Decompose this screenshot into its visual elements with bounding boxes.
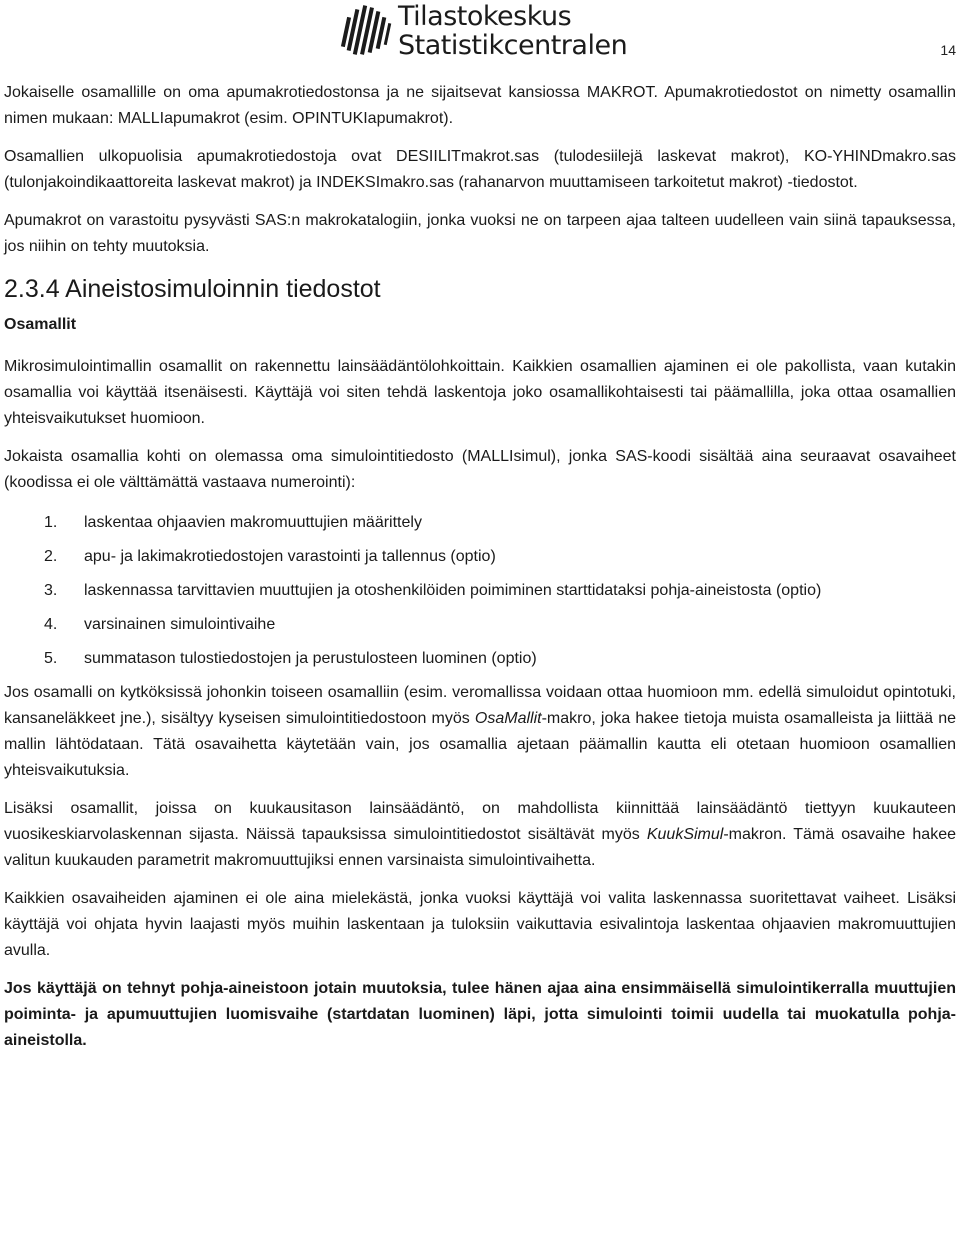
list-item: 2. apu- ja lakimakrotiedostojen varastointi ja tallennus (optio): [44, 548, 496, 565]
list-item: 4. varsinainen simulointivaihe: [44, 616, 276, 633]
osamallit-term: OsaMallit: [474, 710, 542, 727]
logo-line-swedish: Statistikcentralen: [398, 30, 628, 61]
page-number: 14: [940, 42, 956, 58]
phase-list: [4, 506, 956, 676]
paragraph-macro-catalog: Apumakrot on varastoitu pysyvästi SAS:n makrokatalogiin, jonka vuoksi ne on tarpeen ajaa talteen uudelleen vain siinä tapauksessa, jos niihin on tehty muutoksia.: [4, 212, 956, 255]
subheading-osamallit: Osamallit: [4, 316, 77, 333]
paragraph-kuuksimul: Lisäksi osamallit, joissa on kuukausitason lainsäädäntö, on mahdollista kiinnittää lainsäädäntö tiettyyn kuukauteen vuosikeskiarvolaskennan sijasta. Näissä tapauksissa simulointitiedostot sisältävät myös KuukSimul-makron. Tämä osavaihe hakee valitun kuukauden parametrit makromuuttujiksi ennen varsinaista simulointivaihetta.: [4, 800, 956, 869]
tilastokeskus-logo-icon: [340, 3, 392, 59]
paragraph-apumakrot-intro: Jokaiselle osamallille on oma apumakrotiedostonsa ja ne sijaitsevat kansiossa MAKROT. Apumakrotiedostot on nimetty osamallin nimen mukaan: MALLIapumakrot (esim. OPINTUKIapumakrot).: [4, 84, 956, 127]
logo-line-finnish: Tilastokeskus: [398, 1, 572, 32]
paragraph-external-macros: Osamallien ulkopuolisia apumakrotiedostoja ovat DESIILITmakrot.sas (tulodesiilejä laskevat makrot), KO-YHINDmakro.sas (tulonjakoindikaattoreita laskevat makrot) ja INDEKSImakro.sas (rahanarvon muuttamiseen tarkoitetut makrot) -tiedostot.: [4, 148, 956, 191]
paragraph-phase-selection: Kaikkien osavaiheiden ajaminen ei ole aina mielekästä, jonka vuoksi käyttäjä voi valita laskennassa suoritettavat vaiheet. Lisäksi käyttäjä voi ohjata hyvin laajasti myös muihin laskentaan ja tuloksiin vaikuttavia esivalintoja laskentaa ohjaavien makromuuttujien avulla.: [4, 890, 956, 959]
list-item: 5. summatason tulostiedostojen ja perustulosteen luominen (optio): [44, 650, 537, 667]
paragraph-osamallit-makro: Jos osamalli on kytköksissä johonkin toiseen osamalliin (esim. veromallissa voidaan ottaa huomioon mm. edellä simuloidut opintotuki, kansaneläkkeet jne.), sisältyy kyseisen simulointitiedostoon myös OsaMallit-makro, joka hakee tietoja muista osamalleista ja liittää ne mallin lähtödataan. Tätä osavaihetta käytetään vain, jos osamallia ajetaan päämallin kautta eli otetaan huomioon osamallien yhteisvaikutuksia.: [4, 684, 956, 779]
paragraph-bold-note: Jos käyttäjä on tehnyt pohja-aineistoon jotain muutoksia, tulee hänen ajaa aina ensimmäisellä simulointikerralla muuttujien poiminta- ja apumuuttujien luomisvaihe (startdatan luominen) läpi, jotta simulointi toimii uudella tai muokatulla pohja-aineistolla.: [4, 980, 956, 1049]
kuuksimul-term: KuukSimul: [646, 826, 724, 843]
page-header: [340, 0, 627, 62]
paragraph-simulation-file: Jokaista osamallia kohti on olemassa oma simulointitiedosto (MALLIsimul), jonka SAS-koodi sisältää aina seuraavat osavaiheet (koodissa ei ole välttämättä vastaava numerointi):: [4, 448, 956, 491]
logo-wordmark: [398, 3, 627, 59]
paragraph-submodels: Mikrosimulointimallin osamallit on rakennettu lainsäädäntölohkoittain. Kaikkien osamallien ajaminen ei ole pakollista, vaan kutakin osamallia voi käyttää itsenäisesti. Käyttäjä voi siten tehdä laskentoja joko osamallikohtaisesti tai päämallilla, joka ottaa osamallien yhteisvaikutukset huomioon.: [4, 358, 956, 427]
list-item: 3. laskennassa tarvittavien muuttujien ja otoshenkilöiden poimiminen starttidataksi pohja-aineistosta (optio): [44, 582, 822, 599]
document-body: [4, 80, 956, 1066]
section-heading: 2.3.4 Aineistosimuloinnin tiedostot: [4, 275, 381, 303]
list-item: 1. laskentaa ohjaavien makromuuttujien määrittely: [44, 514, 422, 531]
